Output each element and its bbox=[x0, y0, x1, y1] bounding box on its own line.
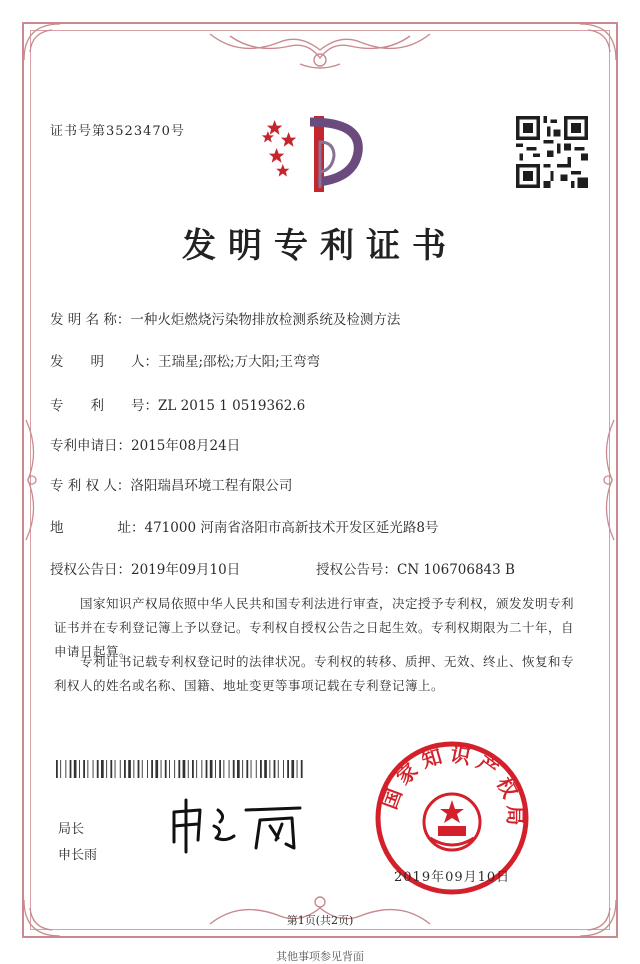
patent-number-label: 专 利 号： bbox=[50, 398, 158, 414]
document-title: 发明专利证书 bbox=[182, 226, 458, 266]
footer-note: 其他事项参见背面 bbox=[276, 950, 364, 963]
patent-office-logo bbox=[262, 112, 372, 197]
corner-ornament-tr bbox=[578, 22, 618, 62]
invention-name-value: 一种火炬燃烧污染物排放检测系统及检测方法 bbox=[130, 312, 401, 328]
patent-number-row bbox=[50, 394, 305, 414]
top-ornament bbox=[200, 28, 440, 74]
certificate-number: 证书号第3523470号 bbox=[50, 124, 185, 139]
inventor-value: 王瑞星;邵松;万大阳;王弯弯 bbox=[158, 354, 321, 370]
filing-date-value: 2015年08月24日 bbox=[131, 438, 241, 454]
grant-statement-paragraph: 国家知识产权局依照中华人民共和国专利法进行审查，决定授予专利权，颁发发明专利证书并在专利登记簿上予以登记。专利权自授权公告之日起生效。专利权期限为二十年，自申请日起算。 bbox=[54, 596, 575, 659]
patent-number-value: ZL 2015 1 0519362.6 bbox=[158, 398, 306, 414]
left-ornament bbox=[22, 420, 42, 540]
patentee-label: 专 利 权 人： bbox=[50, 478, 131, 494]
inventor-label: 发 明 人： bbox=[50, 354, 158, 370]
patentee-row bbox=[50, 474, 292, 494]
filing-date-row bbox=[50, 434, 240, 454]
barcode bbox=[56, 760, 304, 778]
seal-date: 2019年09月10日 bbox=[394, 870, 511, 885]
inventor-row bbox=[50, 350, 320, 370]
grant-date-value: 2019年09月10日 bbox=[131, 562, 241, 578]
director-name: 申长雨 bbox=[58, 848, 98, 863]
address-value: 471000 河南省洛阳市高新技术开发区延光路8号 bbox=[144, 520, 439, 536]
grant-date-label: 授权公告日： bbox=[50, 562, 131, 578]
page-number: 第1页(共2页) bbox=[286, 914, 354, 927]
qr-code bbox=[516, 116, 588, 188]
grant-number-value: CN 106706843 B bbox=[397, 562, 515, 578]
grant-date-row bbox=[50, 558, 240, 578]
director-signature bbox=[160, 790, 320, 860]
legal-status-paragraph: 专利证书记载专利权登记时的法律状况。专利权的转移、质押、无效、终止、恢复和专利权人的姓名或名称、国籍、地址变更等事项记载在专利登记簿上。 bbox=[54, 654, 575, 693]
grant-number-label: 授权公告号： bbox=[316, 562, 397, 578]
grant-number-row bbox=[316, 558, 515, 578]
address-label: 地 址： bbox=[50, 520, 145, 536]
director-title: 局长 bbox=[58, 822, 85, 837]
national-emblem-icon bbox=[424, 794, 480, 850]
right-ornament bbox=[598, 420, 618, 540]
invention-name-row bbox=[50, 308, 400, 328]
filing-date-label: 专利申请日： bbox=[50, 438, 131, 454]
seal-text: 国家知识产权局 bbox=[377, 741, 528, 832]
invention-name-label: 发 明 名 称： bbox=[50, 312, 131, 328]
address-row bbox=[50, 516, 438, 536]
corner-ornament-tl bbox=[22, 22, 62, 62]
patentee-value: 洛阳瑞昌环境工程有限公司 bbox=[130, 478, 293, 494]
